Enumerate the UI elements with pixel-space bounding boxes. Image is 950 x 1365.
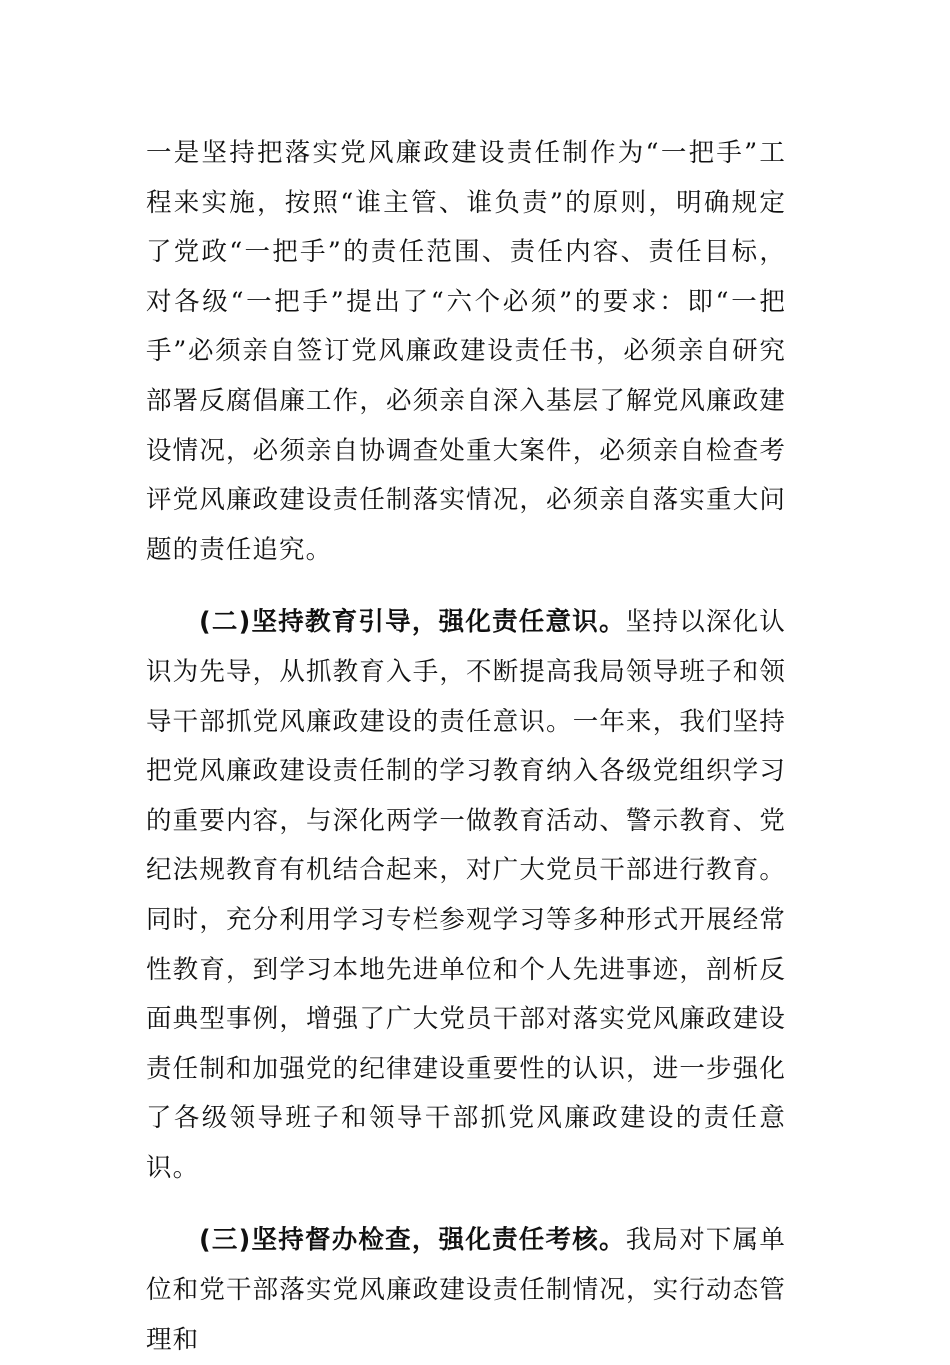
- paragraph-1-text: 一是坚持把落实党风廉政建设责任制作为“一把手”工程来实施，按照“谁主管、谁负责”的原则，明确规定了党政“一把手”的责任范围、责任内容、责任目标，对各级“一把手”提出了“六个必须”的要求：即“一把手”必须亲自签订党风廉政建设责任书，必须亲自研究部署反腐倡廉工作，必须亲自深入基层了解党风廉政建设情况，必须亲自协调查处重大案件，必须亲自检查考评党风廉政建设责任制落实情况，必须亲自落实重大问题的责任追究。: [146, 138, 786, 565]
- paragraph-1: [146, 129, 786, 575]
- section-3-paragraph: [146, 1216, 786, 1365]
- paragraph-gap: [146, 1193, 786, 1216]
- section-2-paragraph: [146, 598, 786, 1193]
- document-body: [146, 129, 786, 1365]
- paragraph-gap: [146, 575, 786, 598]
- section-2-body: 坚持以深化认识为先导，从抓教育入手，不断提高我局领导班子和领导干部抓党风廉政建设的责任意识。一年来，我们坚持把党风廉政建设责任制的学习教育纳入各级党组织学习的重要内容，与深化两学一做教育活动、警示教育、党纪法规教育有机结合起来，对广大党员干部进行教育。同时，充分利用学习专栏参观学习等多种形式开展经常性教育，到学习本地先进单位和个人先进事迹，剖析反面典型事例，增强了广大党员干部对落实党风廉政建设责任制和加强党的纪律建设重要性的认识，进一步强化了各级领导班子和领导干部抓党风廉政建设的责任意识。: [146, 607, 786, 1183]
- section-3-heading: (三)坚持督办检查，强化责任考核。: [199, 1225, 626, 1256]
- section-3-body: 我局对下属单位和党干部落实党风廉政建设责任制情况，实行动态管理和: [146, 1225, 786, 1355]
- section-2-heading: (二)坚持教育引导，强化责任意识。: [199, 607, 626, 638]
